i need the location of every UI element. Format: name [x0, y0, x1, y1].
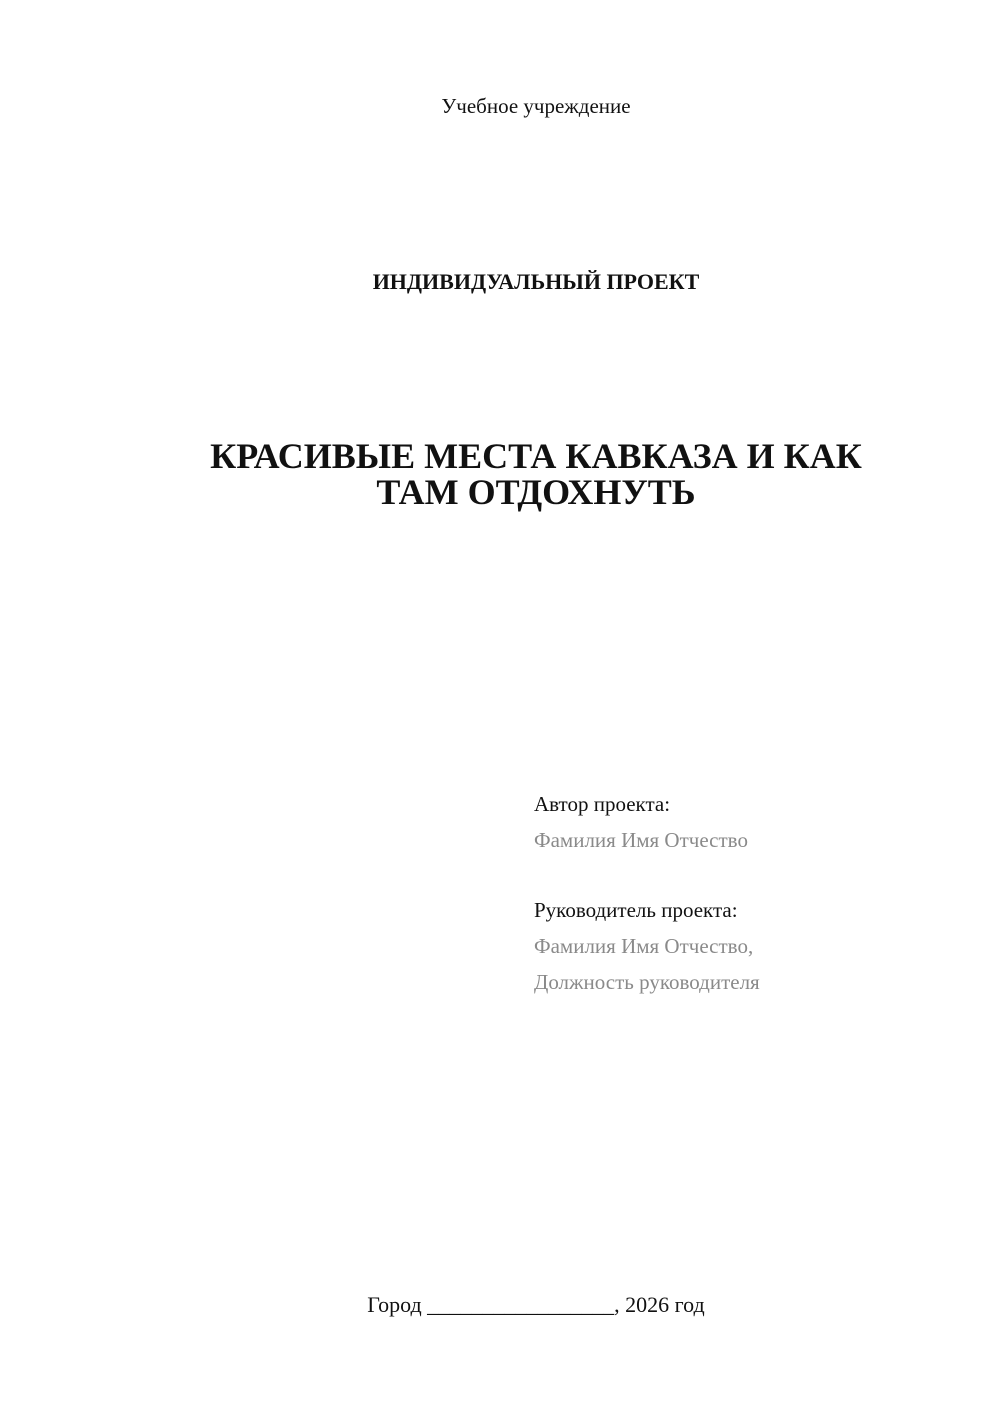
- supervisor-label: Руководитель проекта:: [534, 898, 738, 922]
- institution-name: Учебное учреждение: [441, 94, 631, 118]
- city-year-line: [0, 1290, 1000, 1320]
- project-title-line-2: ТАМ ОТДОХНУТЬ: [376, 472, 696, 512]
- author-label: Автор проекта:: [534, 792, 671, 816]
- supervisor-position: Должность руководителя: [534, 970, 760, 994]
- city-field: Город _________________: [367, 1292, 615, 1317]
- project-title: [160, 438, 912, 510]
- year-text: , 2026 год: [614, 1292, 705, 1317]
- author-name: Фамилия Имя Отчество: [534, 828, 748, 852]
- document-type-heading: ИНДИВИДУАЛЬНЫЙ ПРОЕКТ: [372, 269, 700, 294]
- supervisor-name: Фамилия Имя Отчество,: [534, 934, 754, 958]
- project-title-line-1: КРАСИВЫЕ МЕСТА КАВКАЗА И КАК: [210, 436, 862, 476]
- supervisor-block: [534, 892, 974, 1000]
- author-block: [534, 786, 974, 858]
